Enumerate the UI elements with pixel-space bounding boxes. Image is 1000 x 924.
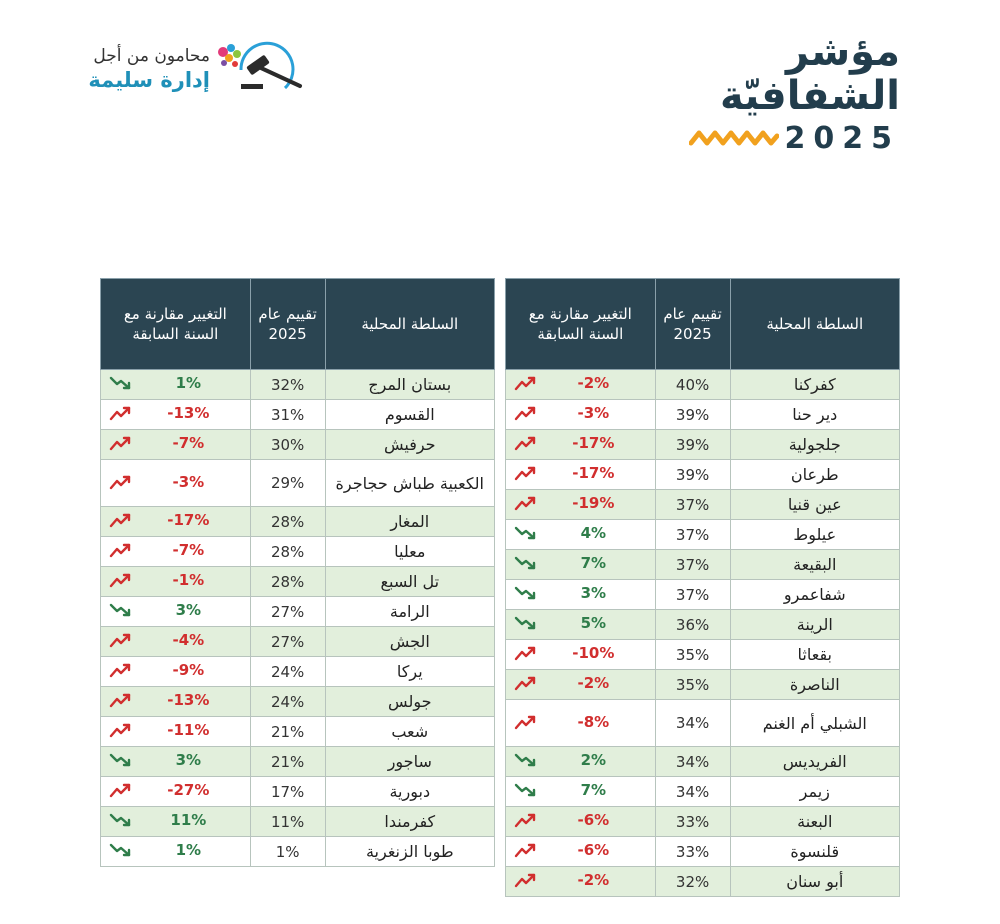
rating-value: 21%	[250, 747, 325, 777]
table-row	[101, 807, 495, 837]
rating-value: 34%	[655, 777, 730, 807]
table-row	[506, 430, 900, 460]
table-row	[506, 700, 900, 747]
rating-value: 11%	[250, 807, 325, 837]
change-value: -2%	[577, 674, 610, 692]
table-row	[101, 627, 495, 657]
trend-up-icon	[109, 812, 135, 828]
change-cell	[506, 370, 656, 400]
change-value: -10%	[572, 644, 615, 662]
rating-value: 31%	[250, 400, 325, 430]
rating-value: 28%	[250, 537, 325, 567]
header-authority: السلطة المحلية	[730, 279, 899, 370]
change-value: 2%	[580, 751, 607, 769]
trend-down-icon	[109, 474, 135, 490]
rating-value: 1%	[250, 837, 325, 867]
header-change: التغيير مقارنة مع السنة السابقة	[506, 279, 656, 370]
title-line-1: مؤشر	[785, 29, 900, 75]
change-value: 3%	[175, 751, 202, 769]
change-cell	[506, 580, 656, 610]
trend-down-icon	[514, 812, 540, 828]
rating-value: 39%	[655, 460, 730, 490]
change-cell	[506, 610, 656, 640]
change-cell	[506, 777, 656, 807]
change-value: 1%	[175, 374, 202, 392]
authority-name: طوبا الزنغرية	[325, 837, 494, 867]
authority-name: يركا	[325, 657, 494, 687]
authority-name: أبو سنان	[730, 867, 899, 897]
rating-value: 34%	[655, 700, 730, 747]
trend-up-icon	[514, 615, 540, 631]
authority-name: الشبلي أم الغنم	[730, 700, 899, 747]
authority-name: عيلوط	[730, 520, 899, 550]
change-cell	[506, 490, 656, 520]
change-cell	[506, 430, 656, 460]
authority-name: القسوم	[325, 400, 494, 430]
change-value: -27%	[167, 781, 210, 799]
table-row	[101, 370, 495, 400]
authority-name: جولس	[325, 687, 494, 717]
change-value: 4%	[580, 524, 607, 542]
gavel-logo-icon	[215, 40, 310, 100]
table-row	[506, 370, 900, 400]
header-change: التغيير مقارنة مع السنة السابقة	[101, 279, 251, 370]
trend-down-icon	[514, 435, 540, 451]
rating-value: 27%	[250, 597, 325, 627]
change-cell	[506, 670, 656, 700]
change-cell	[101, 627, 251, 657]
change-value: -9%	[172, 661, 205, 679]
authority-name: ساجور	[325, 747, 494, 777]
rating-value: 21%	[250, 717, 325, 747]
rating-value: 29%	[250, 460, 325, 507]
rating-value: 33%	[655, 837, 730, 867]
trend-down-icon	[109, 435, 135, 451]
change-cell	[506, 807, 656, 837]
authority-name: الرامة	[325, 597, 494, 627]
table-row	[506, 610, 900, 640]
authority-name: حرفيش	[325, 430, 494, 460]
ranking-table-left	[100, 278, 495, 867]
change-cell	[101, 777, 251, 807]
rating-value: 24%	[250, 657, 325, 687]
change-cell	[101, 507, 251, 537]
table-row	[506, 807, 900, 837]
rating-value: 37%	[655, 520, 730, 550]
change-cell	[506, 700, 656, 747]
table-row	[101, 777, 495, 807]
trend-down-icon	[514, 645, 540, 661]
trend-down-icon	[109, 632, 135, 648]
rating-value: 35%	[655, 640, 730, 670]
change-value: -17%	[167, 511, 210, 529]
change-cell	[506, 460, 656, 490]
change-cell	[101, 597, 251, 627]
authority-name: الكعبية طباش حجاجرة	[325, 460, 494, 507]
change-value: -13%	[167, 404, 210, 422]
table-row	[101, 567, 495, 597]
trend-down-icon	[514, 405, 540, 421]
authority-name: جلجولية	[730, 430, 899, 460]
trend-down-icon	[514, 714, 540, 730]
rating-value: 35%	[655, 670, 730, 700]
report-title	[660, 29, 900, 156]
authority-name: معليا	[325, 537, 494, 567]
authority-name: المغار	[325, 507, 494, 537]
rating-value: 32%	[250, 370, 325, 400]
change-value: -17%	[572, 464, 615, 482]
authority-name: تل السبع	[325, 567, 494, 597]
table-row	[506, 520, 900, 550]
change-cell	[101, 370, 251, 400]
authority-name: كفرمندا	[325, 807, 494, 837]
header-rating: تقييم عام 2025	[655, 279, 730, 370]
change-cell	[101, 837, 251, 867]
change-cell	[101, 657, 251, 687]
trend-down-icon	[514, 375, 540, 391]
rating-value: 33%	[655, 807, 730, 837]
table-row	[506, 490, 900, 520]
authority-name: الفريديس	[730, 747, 899, 777]
trend-up-icon	[514, 752, 540, 768]
change-cell	[506, 640, 656, 670]
logo-text-line-1: محامون من أجل	[93, 46, 210, 66]
trend-up-icon	[514, 782, 540, 798]
change-cell	[101, 567, 251, 597]
change-value: -3%	[577, 404, 610, 422]
change-cell	[101, 807, 251, 837]
table-row	[506, 580, 900, 610]
trend-up-icon	[514, 585, 540, 601]
authority-name: الرينة	[730, 610, 899, 640]
authority-name: كفركنا	[730, 370, 899, 400]
change-value: -17%	[572, 434, 615, 452]
change-cell	[506, 520, 656, 550]
change-cell	[506, 747, 656, 777]
table-row	[101, 837, 495, 867]
rating-value: 36%	[655, 610, 730, 640]
organization-logo	[90, 40, 310, 100]
rating-value: 24%	[250, 687, 325, 717]
trend-up-icon	[109, 842, 135, 858]
table-row	[101, 537, 495, 567]
change-value: -2%	[577, 374, 610, 392]
trend-down-icon	[514, 465, 540, 481]
authority-name: البقيعة	[730, 550, 899, 580]
rating-value: 27%	[250, 627, 325, 657]
trend-down-icon	[109, 405, 135, 421]
authority-name: الجش	[325, 627, 494, 657]
trend-down-icon	[514, 842, 540, 858]
logo-text-line-2: إدارة سليمة	[88, 68, 210, 92]
table-row	[506, 747, 900, 777]
header-authority: السلطة المحلية	[325, 279, 494, 370]
change-value: 7%	[580, 554, 607, 572]
authority-name: زيمر	[730, 777, 899, 807]
table-row	[506, 460, 900, 490]
trend-up-icon	[109, 752, 135, 768]
change-value: -8%	[577, 712, 610, 731]
change-cell	[506, 837, 656, 867]
change-value: -6%	[577, 811, 610, 829]
change-value: 3%	[175, 601, 202, 619]
table-row	[506, 837, 900, 867]
change-value: -19%	[572, 494, 615, 512]
change-value: -7%	[172, 541, 205, 559]
authority-name: بستان المرج	[325, 370, 494, 400]
change-value: -4%	[172, 631, 205, 649]
authority-name: شعب	[325, 717, 494, 747]
trend-up-icon	[514, 525, 540, 541]
table-row	[101, 400, 495, 430]
change-cell	[101, 430, 251, 460]
ranking-table-right	[505, 278, 900, 897]
change-cell	[101, 537, 251, 567]
change-value: -6%	[577, 841, 610, 859]
authority-name: البعنة	[730, 807, 899, 837]
rating-value: 39%	[655, 430, 730, 460]
trend-up-icon	[514, 555, 540, 571]
change-value: -1%	[172, 571, 205, 589]
change-value: 7%	[580, 781, 607, 799]
table-row	[101, 687, 495, 717]
table-row	[101, 717, 495, 747]
table-row	[506, 777, 900, 807]
authority-name: قلنسوة	[730, 837, 899, 867]
zigzag-icon	[689, 127, 779, 149]
authority-name: بقعاثا	[730, 640, 899, 670]
trend-down-icon	[109, 722, 135, 738]
change-value: -3%	[172, 472, 205, 491]
table-row	[506, 670, 900, 700]
table-row	[506, 867, 900, 897]
title-line-2: الشفافيّة	[719, 73, 900, 119]
table-row	[101, 430, 495, 460]
change-value: 11%	[170, 811, 207, 829]
change-value: -11%	[167, 721, 210, 739]
authority-name: عين قنيا	[730, 490, 899, 520]
authority-name: الناصرة	[730, 670, 899, 700]
change-value: -13%	[167, 691, 210, 709]
rating-value: 32%	[655, 867, 730, 897]
table-row	[506, 640, 900, 670]
year-row	[689, 122, 901, 154]
table-row	[101, 597, 495, 627]
rating-value: 30%	[250, 430, 325, 460]
trend-down-icon	[109, 572, 135, 588]
trend-down-icon	[109, 512, 135, 528]
trend-down-icon	[109, 692, 135, 708]
trend-down-icon	[514, 675, 540, 691]
rating-value: 39%	[655, 400, 730, 430]
trend-down-icon	[109, 542, 135, 558]
table-row	[101, 507, 495, 537]
header-rating: تقييم عام 2025	[250, 279, 325, 370]
table-row	[101, 747, 495, 777]
authority-name: طرعان	[730, 460, 899, 490]
table-row	[506, 550, 900, 580]
authority-name: دبورية	[325, 777, 494, 807]
trend-down-icon	[514, 872, 540, 888]
change-value: -7%	[172, 434, 205, 452]
trend-down-icon	[109, 782, 135, 798]
change-cell	[506, 550, 656, 580]
rating-value: 28%	[250, 507, 325, 537]
rating-value: 28%	[250, 567, 325, 597]
change-value: 5%	[580, 614, 607, 632]
table-row	[506, 400, 900, 430]
trend-down-icon	[514, 495, 540, 511]
authority-name: شفاعمرو	[730, 580, 899, 610]
trend-up-icon	[109, 375, 135, 391]
change-cell	[101, 747, 251, 777]
change-cell	[101, 687, 251, 717]
rating-value: 37%	[655, 550, 730, 580]
trend-up-icon	[109, 602, 135, 618]
authority-name: دير حنا	[730, 400, 899, 430]
table-row	[101, 657, 495, 687]
rating-value: 37%	[655, 490, 730, 520]
change-cell	[101, 717, 251, 747]
trend-down-icon	[109, 662, 135, 678]
rating-value: 34%	[655, 747, 730, 777]
change-value: -2%	[577, 871, 610, 889]
change-cell	[506, 867, 656, 897]
change-value: 3%	[580, 584, 607, 602]
rating-value: 17%	[250, 777, 325, 807]
change-cell	[101, 460, 251, 507]
change-cell	[506, 400, 656, 430]
change-cell	[101, 400, 251, 430]
rating-value: 37%	[655, 580, 730, 610]
table-row	[101, 460, 495, 507]
change-value: 1%	[175, 841, 202, 859]
title-year: 2025	[784, 120, 900, 156]
rating-value: 40%	[655, 370, 730, 400]
